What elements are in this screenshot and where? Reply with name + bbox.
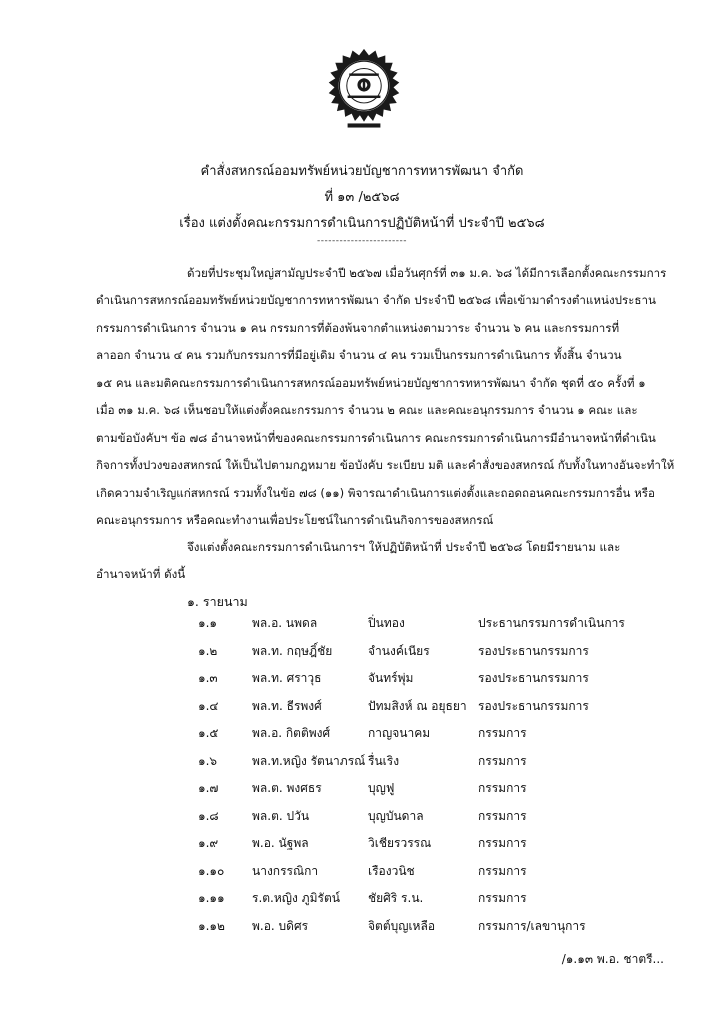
order-number: ที่ ๑๓ /๒๕๖๘	[324, 190, 400, 205]
member-row	[0, 724, 724, 742]
member-number: ๑.๕	[198, 726, 219, 740]
member-row	[0, 862, 724, 880]
member-position: กรรมการ	[478, 808, 527, 823]
member-position: กรรมการ	[478, 836, 527, 850]
paragraph2-line: อำนาจหน้าที่ ดังนี้	[96, 567, 186, 581]
member-lastname: เรืองวนิช	[368, 863, 415, 878]
paragraph1-line: ดำเนินการสหกรณ์ออมทรัพย์หน่วยบัญชาการทหารพัฒนา จำกัด ประจำปี ๒๕๖๘ เพื่อเข้ามาดำรงตำแหน่งประธาน	[96, 293, 656, 307]
member-rank-firstname: ร.ต.หญิง ภูมิรัตน์	[252, 891, 340, 905]
paragraph1-line: เกิดความจำเริญแก่สหกรณ์ รวมทั้งในข้อ ๗๘ (๑๑) พิจารณาดำเนินการแต่งตั้งและถอดถอนคณะกรรมการอื่น หรือ	[96, 486, 655, 500]
member-row	[0, 752, 724, 770]
member-number: ๑.๔	[198, 698, 219, 713]
paragraph1-line: กรรมการดำเนินการ จำนวน ๑ คน กรรมการที่ต้องพ้นจากตำแหน่งตามวาระ จำนวน ๖ คน และกรรมการที่	[96, 321, 620, 335]
member-number: ๑.๑	[198, 616, 218, 630]
order-title: คำสั่งสหกรณ์ออมทรัพย์หน่วยบัญชาการทหารพัฒนา จำกัด	[200, 164, 524, 179]
member-position: กรรมการ	[478, 726, 527, 740]
member-position: กรรมการ	[478, 891, 527, 905]
member-number: ๑.๘	[198, 808, 219, 823]
member-rank-firstname: พ.อ. นัฐพล	[252, 836, 309, 850]
cooperative-seal-logo	[323, 48, 405, 130]
member-rank-firstname: พล.ท. ธีรพงศ์	[252, 698, 322, 713]
member-lastname: จำนงค์เนียร	[368, 643, 430, 658]
member-lastname: วิเชียรวรรณ	[368, 836, 432, 850]
member-row	[0, 807, 724, 825]
member-lastname: บุญบันดาล	[368, 808, 424, 823]
member-rank-firstname: พล.ต. พงศธร	[252, 781, 322, 795]
paragraph2-line: จึงแต่งตั้งคณะกรรมการดำเนินการฯ ให้ปฏิบัติหน้าที่ ประจำปี ๒๕๖๘ โดยมีรายนาม และ	[187, 540, 621, 554]
member-number: ๑.๒	[198, 643, 218, 658]
member-lastname: จันทร์พุ่ม	[368, 671, 414, 685]
member-lastname: ปิ่นทอง	[368, 616, 405, 630]
member-number: ๑.๑๒	[198, 918, 225, 933]
paragraph1-line: คณะอนุกรรมการ หรือคณะทำงานเพื่อประโยชน์ในการดำเนินกิจการของสหกรณ์	[96, 513, 494, 527]
member-rank-firstname: พล.อ. กิตติพงศ์	[252, 726, 331, 740]
member-lastname: กาญจนาคม	[368, 726, 431, 740]
member-lastname: ปัทมสิงห์ ณ อยุธยา	[368, 698, 467, 713]
member-lastname: จิตต์บุญเหลือ	[368, 918, 436, 933]
paragraph1-line: เมื่อ ๓๑ ม.ค. ๖๘ เห็นชอบให้แต่งตั้งคณะกรรมการ จำนวน ๒ คณะ และคณะอนุกรรมการ จำนวน ๑ คณะ และ	[96, 403, 638, 417]
member-lastname: บุญฟู	[368, 781, 395, 795]
continuation-note: /๑.๑๓ พ.อ. ชาตรี...	[561, 952, 664, 966]
member-lastname: ชัยศิริ ร.น.	[368, 891, 424, 905]
member-number: ๑.๑๐	[198, 863, 225, 878]
member-number: ๑.๙	[198, 836, 219, 850]
member-row	[0, 642, 724, 660]
member-row	[0, 614, 724, 632]
member-row	[0, 917, 724, 935]
paragraph1-line: ๑๕ คน และมติคณะกรรมการดำเนินการสหกรณ์ออมทรัพย์หน่วยบัญชาการทหารพัฒนา จำกัด ชุดที่ ๕๐ ครั้งที่ ๑	[96, 376, 646, 390]
member-row	[0, 669, 724, 687]
member-rank-firstname: พล.ต. ปวัน	[252, 808, 310, 823]
paragraph1-line: กิจการทั้งปวงของสหกรณ์ ให้เป็นไปตามกฎหมาย ข้อบังคับ ระเบียบ มติ และคำสั่งของสหกรณ์ กับทั้งในทางอันจะทำให้	[96, 458, 675, 472]
member-row	[0, 889, 724, 907]
member-lastname: รื่นเริง	[368, 753, 400, 768]
paragraph1-line: ด้วยที่ประชุมใหญ่สามัญประจำปี ๒๕๖๗ เมื่อวันศุกร์ที่ ๓๑ ม.ค. ๖๘ ได้มีการเลือกตั้งคณะกรรมการ	[187, 266, 667, 280]
member-position: ประธานกรรมการดำเนินการ	[478, 616, 625, 630]
section-heading-names: ๑. รายนาม	[187, 594, 248, 609]
member-number: ๑.๗	[198, 781, 219, 795]
member-rank-firstname: นางกรรณิกา	[252, 863, 319, 878]
member-position: กรรมการ	[478, 781, 527, 795]
order-subject: เรื่อง แต่งตั้งคณะกรรมการดำเนินการปฏิบัติหน้าที่ ประจำปี ๒๕๖๘	[179, 216, 545, 231]
member-position: กรรมการ	[478, 753, 527, 768]
member-rank-firstname: พล.ท.หญิง รัตนาภรณ์	[252, 753, 366, 768]
member-position: กรรมการ/เลขานุการ	[478, 918, 586, 933]
member-rank-firstname: พล.ท. ศราวุธ	[252, 671, 322, 685]
member-number: ๑.๓	[198, 671, 218, 685]
member-row	[0, 779, 724, 797]
member-row	[0, 834, 724, 852]
member-rank-firstname: พล.อ. นพดล	[252, 616, 318, 630]
paragraph1-line: ตามข้อบังคับฯ ข้อ ๗๘ อำนาจหน้าที่ของคณะกรรมการดำเนินการ คณะกรรมการดำเนินการมีอำนาจหน้าที่ดำเนิน	[96, 431, 656, 445]
member-number: ๑.๑๑	[198, 891, 225, 905]
member-position: รองประธานกรรมการ	[478, 698, 589, 713]
member-position: กรรมการ	[478, 863, 527, 878]
member-rank-firstname: พล.ท. กฤษฎิ์ชัย	[252, 643, 333, 658]
separator-line: ------------------------	[317, 236, 407, 246]
member-position: รองประธานกรรมการ	[478, 671, 589, 685]
member-rank-firstname: พ.อ. บดิศร	[252, 918, 309, 933]
member-number: ๑.๖	[198, 753, 218, 768]
member-position: รองประธานกรรมการ	[478, 643, 589, 658]
member-row	[0, 697, 724, 715]
paragraph1-line: ลาออก จำนวน ๔ คน รวมกับกรรมการที่มีอยู่เดิม จำนวน ๔ คน รวมเป็นกรรมการดำเนินการ ทั้งสิ้น จำนวน	[96, 348, 622, 362]
